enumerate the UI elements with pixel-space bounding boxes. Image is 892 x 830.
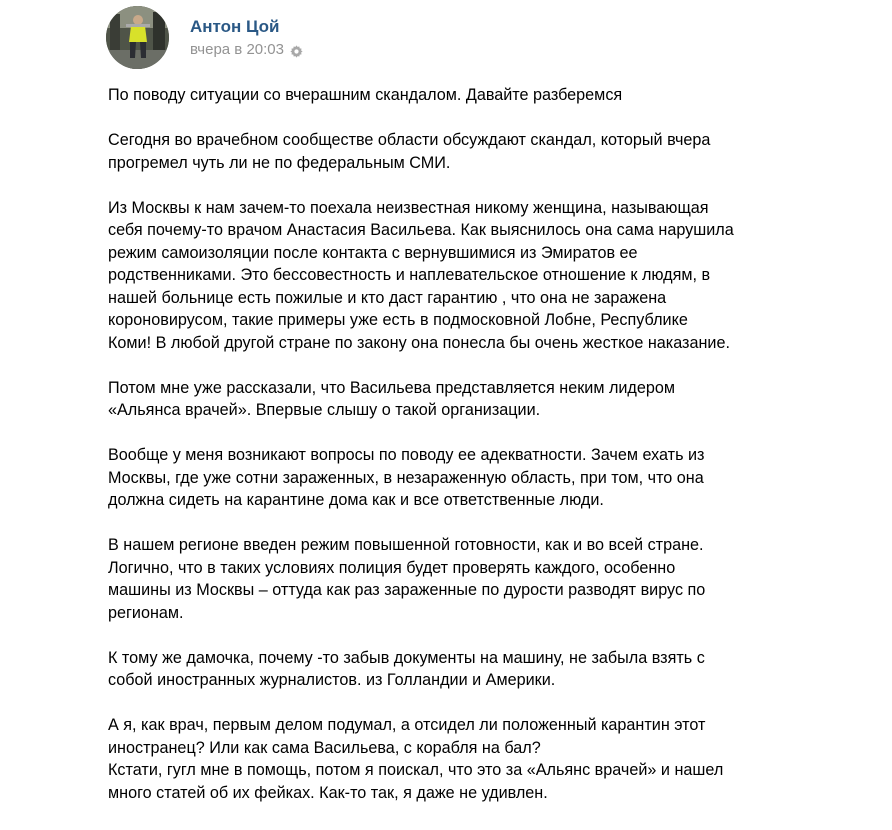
post-paragraph bbox=[108, 647, 868, 692]
post-paragraph bbox=[108, 197, 868, 355]
gear-icon[interactable] bbox=[290, 44, 303, 57]
text-line: Логично, что в таких условиях полиция будет проверять каждого, особенно bbox=[108, 558, 676, 577]
text-line: Потом мне уже рассказали, что Васильева представляется неким лидером bbox=[108, 378, 676, 397]
post-paragraph bbox=[108, 444, 868, 512]
text-line: По поводу ситуации со вчерашним скандалом. Давайте разберемся bbox=[108, 86, 623, 104]
avatar-photo-icon bbox=[106, 6, 169, 69]
text-line: режим самоизоляции после контакта с вернувшимися из Эмиратов ее bbox=[108, 243, 638, 262]
text-line: В нашем регионе введен режим повышенной готовности, как и во всей стране. bbox=[108, 536, 704, 554]
text-line: собой иностранных журналистов. из Голландии и Америки. bbox=[108, 671, 556, 689]
post-paragraph bbox=[108, 534, 868, 624]
text-line: прогремел чуть ли не по федеральным СМИ. bbox=[108, 153, 451, 172]
post-paragraph bbox=[108, 377, 868, 422]
text-line: «Альянса врачей». Впервые слышу о такой организации. bbox=[108, 401, 541, 419]
text-line: К тому же дамочка, почему -то забыв документы на машину, не забыла взять с bbox=[108, 648, 705, 667]
text-line: иностранец? Или как сама Васильева, с корабля на бал? bbox=[108, 738, 541, 757]
text-line: Из Москвы к нам зачем-то поехала неизвестная никому женщина, называющая bbox=[108, 198, 709, 217]
text-line: Вообще у меня возникают вопросы по поводу ее адекватности. Зачем ехать из bbox=[108, 446, 705, 464]
post-text bbox=[108, 84, 868, 827]
text-line: себя почему-то врачом Анастасия Васильева. Как выяснилось она сама нарушила bbox=[108, 221, 734, 239]
text-line: нашей больнице есть пожилые и кто даст гарантию , что она не заражена bbox=[108, 288, 667, 307]
post-paragraph bbox=[108, 714, 868, 804]
text-line: много статей об их фейках. Как-то так, я даже не удивлен. bbox=[108, 783, 548, 802]
post-timestamp[interactable]: вчера в 20:03 bbox=[190, 41, 284, 58]
text-line: регионам. bbox=[108, 603, 184, 622]
author-block bbox=[190, 6, 303, 60]
text-line: машины из Москвы – оттуда как раз зараженные по дурости разводят вирус по bbox=[108, 581, 706, 599]
post-header bbox=[106, 6, 303, 70]
author-avatar[interactable] bbox=[106, 6, 169, 69]
text-line: короновирусом, такие примеры уже есть в подмосковной Лобне, Республике bbox=[108, 311, 688, 329]
text-line: родственниками. Это бессовестность и наплевательское отношение к людям, в bbox=[108, 266, 711, 284]
text-line: Кстати, гугл мне в помощь, потом я поискал, что это за «Альянс врачей» и нашел bbox=[108, 761, 724, 779]
text-line: Коми! В любой другой стране по закону она понесла бы очень жесткое наказание. bbox=[108, 333, 730, 352]
text-line: Москвы, где уже сотни зараженных, в незараженную область, при том, что она bbox=[108, 468, 704, 487]
post-meta bbox=[190, 40, 303, 60]
text-line: А я, как врач, первым делом подумал, а отсидел ли положенный карантин этот bbox=[108, 716, 706, 734]
text-line: должна сидеть на карантине дома как и все ответственные люди. bbox=[108, 491, 604, 509]
post-paragraph bbox=[108, 129, 868, 174]
text-line: Сегодня во врачебном сообществе области обсуждают скандал, который вчера bbox=[108, 131, 711, 149]
author-name-link[interactable]: Антон Цой bbox=[190, 17, 280, 36]
post-paragraph bbox=[108, 84, 868, 107]
